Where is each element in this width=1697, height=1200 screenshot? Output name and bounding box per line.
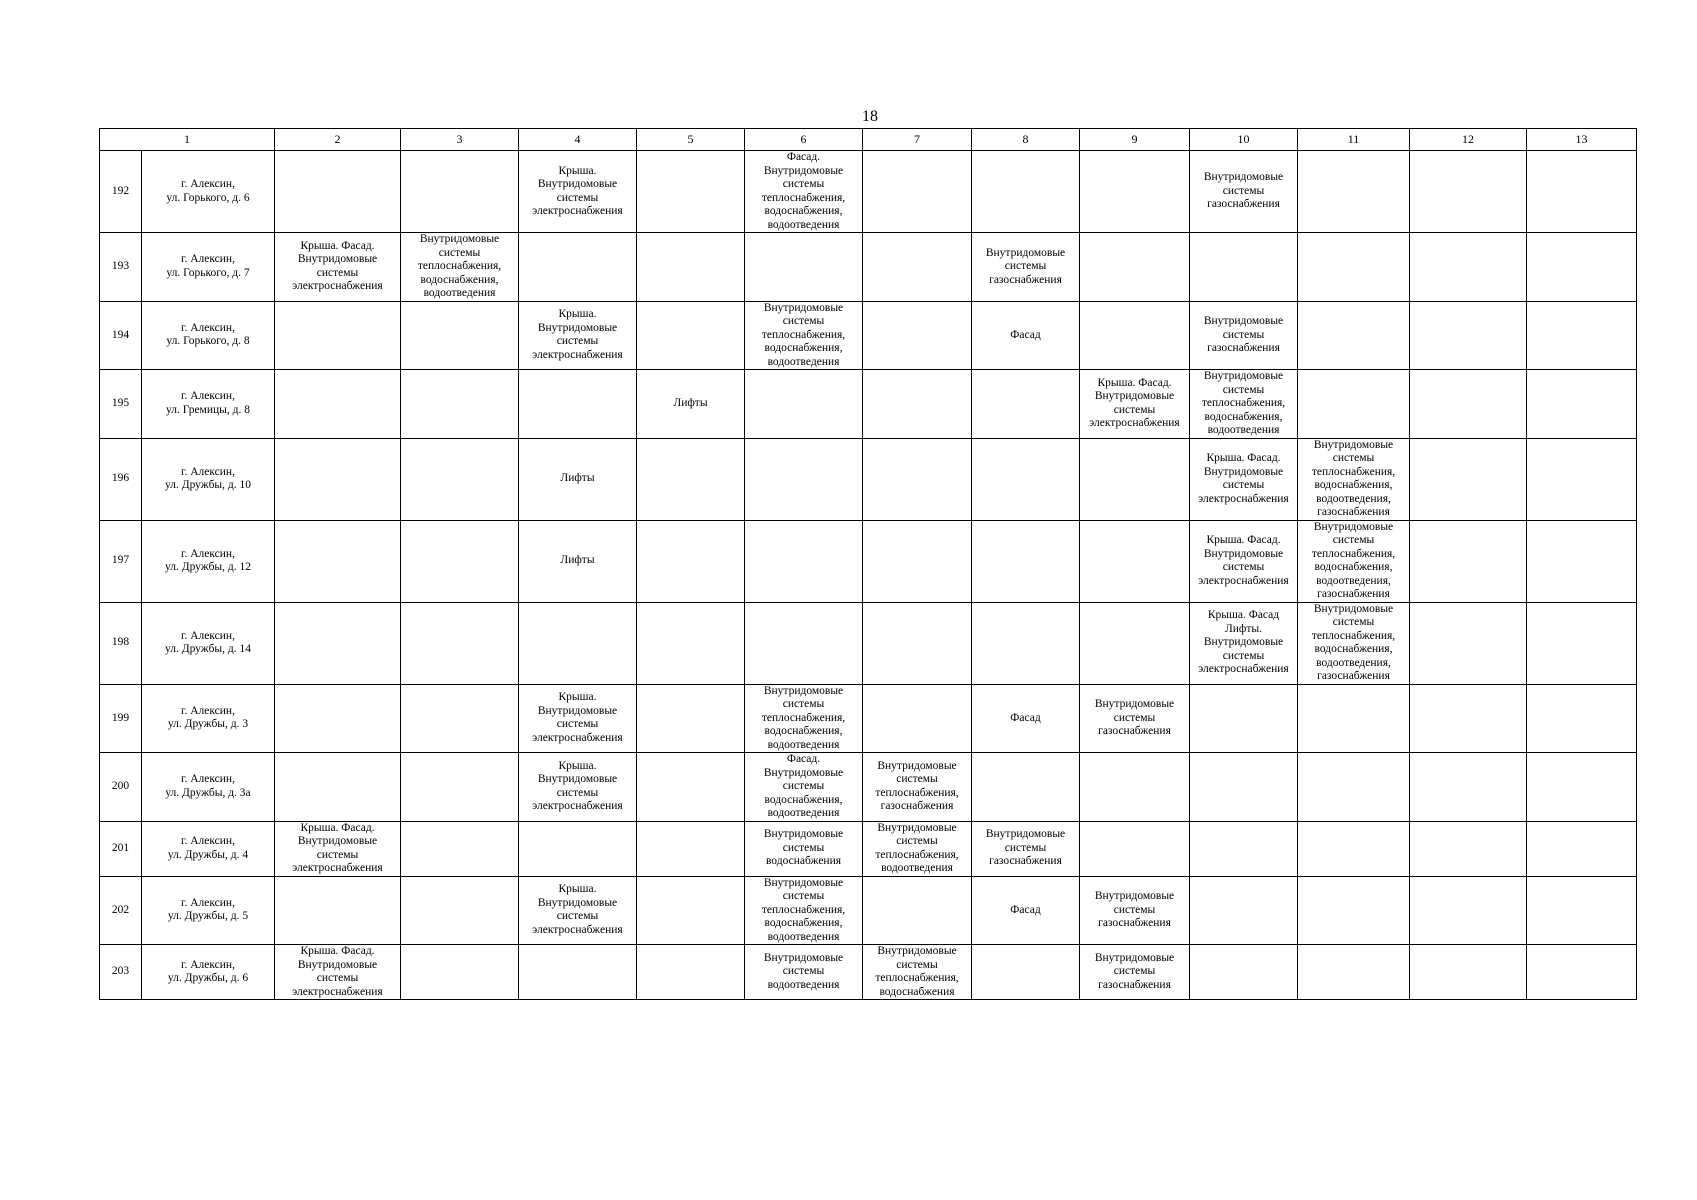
- work-cell-col-9: Внутридомовые системы газоснабжения: [1080, 876, 1190, 945]
- work-cell-col-2: [275, 753, 401, 822]
- work-cell-col-3: [401, 876, 519, 945]
- column-header-3: 3: [401, 129, 519, 151]
- work-cell-col-11: [1298, 945, 1410, 1000]
- work-cell-col-6: [745, 602, 863, 684]
- work-cell-col-9: Крыша. Фасад. Внутридомовые системы электроснабжения: [1080, 370, 1190, 439]
- row-number: 201: [100, 821, 142, 876]
- work-cell-col-9: [1080, 233, 1190, 302]
- column-header-10: 10: [1190, 129, 1298, 151]
- work-cell-col-8: [972, 370, 1080, 439]
- work-cell-col-3: [401, 753, 519, 822]
- work-cell-col-4: [519, 602, 637, 684]
- row-number: 200: [100, 753, 142, 822]
- work-cell-col-8: Внутридомовые системы газоснабжения: [972, 821, 1080, 876]
- work-cell-col-5: [637, 233, 745, 302]
- work-cell-col-13: [1527, 520, 1637, 602]
- work-cell-col-12: [1410, 151, 1527, 233]
- work-cell-col-4: [519, 233, 637, 302]
- work-cell-col-8: Фасад: [972, 684, 1080, 753]
- work-cell-col-10: Внутридомовые системы теплоснабжения, водоснабжения, водоотведения: [1190, 370, 1298, 439]
- work-cell-col-11: [1298, 151, 1410, 233]
- row-number: 195: [100, 370, 142, 439]
- column-header-6: 6: [745, 129, 863, 151]
- table-row: [100, 370, 1637, 439]
- work-cell-col-11: [1298, 876, 1410, 945]
- work-cell-col-12: [1410, 684, 1527, 753]
- work-cell-col-6: Внутридомовые системы водоснабжения: [745, 821, 863, 876]
- work-cell-col-12: [1410, 233, 1527, 302]
- work-cell-col-5: [637, 151, 745, 233]
- page-number: 18: [862, 108, 878, 125]
- work-cell-col-2: Крыша. Фасад. Внутридомовые системы электроснабжения: [275, 821, 401, 876]
- work-cell-col-5: [637, 945, 745, 1000]
- column-header-8: 8: [972, 129, 1080, 151]
- work-cell-col-3: [401, 945, 519, 1000]
- address-cell: г. Алексин, ул. Горького, д. 6: [142, 151, 275, 233]
- work-cell-col-13: [1527, 876, 1637, 945]
- work-cell-col-4: Крыша. Внутридомовые системы электроснабжения: [519, 684, 637, 753]
- work-cell-col-3: [401, 151, 519, 233]
- work-cell-col-2: Крыша. Фасад. Внутридомовые системы электроснабжения: [275, 233, 401, 302]
- work-cell-col-2: [275, 876, 401, 945]
- work-cell-col-10: [1190, 945, 1298, 1000]
- work-cell-col-8: [972, 520, 1080, 602]
- work-cell-col-4: [519, 370, 637, 439]
- work-cell-col-9: Внутридомовые системы газоснабжения: [1080, 684, 1190, 753]
- table-row: [100, 151, 1637, 233]
- address-cell: г. Алексин, ул. Горького, д. 7: [142, 233, 275, 302]
- work-cell-col-13: [1527, 301, 1637, 370]
- work-cell-col-7: [863, 151, 972, 233]
- work-cell-col-12: [1410, 876, 1527, 945]
- work-cell-col-6: Внутридомовые системы водоотведения: [745, 945, 863, 1000]
- work-cell-col-11: [1298, 233, 1410, 302]
- work-cell-col-7: [863, 438, 972, 520]
- work-cell-col-5: [637, 684, 745, 753]
- work-cell-col-13: [1527, 233, 1637, 302]
- work-cell-col-9: [1080, 438, 1190, 520]
- work-cell-col-7: [863, 520, 972, 602]
- address-cell: г. Алексин, ул. Гремицы, д. 8: [142, 370, 275, 439]
- work-cell-col-4: Крыша. Внутридомовые системы электроснабжения: [519, 876, 637, 945]
- work-cell-col-5: [637, 602, 745, 684]
- work-cell-col-4: Крыша. Внутридомовые системы электроснабжения: [519, 151, 637, 233]
- work-cell-col-13: [1527, 753, 1637, 822]
- work-cell-col-9: [1080, 520, 1190, 602]
- work-cell-col-9: [1080, 821, 1190, 876]
- column-header-11: 11: [1298, 129, 1410, 151]
- work-cell-col-6: [745, 438, 863, 520]
- work-cell-col-8: [972, 945, 1080, 1000]
- table-row: [100, 945, 1637, 1000]
- work-cell-col-12: [1410, 301, 1527, 370]
- work-cell-col-4: Крыша. Внутридомовые системы электроснабжения: [519, 301, 637, 370]
- table-row: [100, 684, 1637, 753]
- work-cell-col-8: Фасад: [972, 876, 1080, 945]
- work-cell-col-5: Лифты: [637, 370, 745, 439]
- work-cell-col-5: [637, 753, 745, 822]
- work-cell-col-3: [401, 684, 519, 753]
- work-cell-col-3: Внутридомовые системы теплоснабжения, водоснабжения, водоотведения: [401, 233, 519, 302]
- work-cell-col-2: [275, 301, 401, 370]
- repair-schedule-table: [99, 128, 1637, 1000]
- work-cell-col-3: [401, 821, 519, 876]
- work-cell-col-13: [1527, 602, 1637, 684]
- work-cell-col-12: [1410, 520, 1527, 602]
- work-cell-col-6: [745, 520, 863, 602]
- work-cell-col-5: [637, 301, 745, 370]
- work-cell-col-6: Внутридомовые системы теплоснабжения, водоснабжения, водоотведения: [745, 684, 863, 753]
- work-cell-col-6: [745, 233, 863, 302]
- row-number: 193: [100, 233, 142, 302]
- work-cell-col-5: [637, 876, 745, 945]
- address-cell: г. Алексин, ул. Дружбы, д. 10: [142, 438, 275, 520]
- work-cell-col-2: [275, 684, 401, 753]
- work-cell-col-4: [519, 821, 637, 876]
- column-header-13: 13: [1527, 129, 1637, 151]
- column-header-12: 12: [1410, 129, 1527, 151]
- work-cell-col-8: [972, 753, 1080, 822]
- work-cell-col-7: [863, 876, 972, 945]
- address-cell: г. Алексин, ул. Дружбы, д. 4: [142, 821, 275, 876]
- work-cell-col-10: [1190, 876, 1298, 945]
- work-cell-col-8: Фасад: [972, 301, 1080, 370]
- work-cell-col-3: [401, 438, 519, 520]
- work-cell-col-6: Внутридомовые системы теплоснабжения, водоснабжения, водоотведения: [745, 876, 863, 945]
- work-cell-col-10: Крыша. Фасад. Внутридомовые системы электроснабжения: [1190, 438, 1298, 520]
- column-header-1: 1: [100, 129, 275, 151]
- work-cell-col-9: [1080, 301, 1190, 370]
- work-cell-col-12: [1410, 438, 1527, 520]
- work-cell-col-12: [1410, 602, 1527, 684]
- work-cell-col-4: Лифты: [519, 520, 637, 602]
- row-number: 202: [100, 876, 142, 945]
- column-header-7: 7: [863, 129, 972, 151]
- work-cell-col-2: [275, 438, 401, 520]
- work-cell-col-7: [863, 684, 972, 753]
- work-cell-col-4: Крыша. Внутридомовые системы электроснабжения: [519, 753, 637, 822]
- work-cell-col-11: [1298, 684, 1410, 753]
- work-cell-col-11: Внутридомовые системы теплоснабжения, водоснабжения, водоотведения, газоснабжения: [1298, 438, 1410, 520]
- work-cell-col-10: [1190, 233, 1298, 302]
- work-cell-col-3: [401, 602, 519, 684]
- work-cell-col-9: [1080, 151, 1190, 233]
- table-row: [100, 233, 1637, 302]
- table-row: [100, 876, 1637, 945]
- work-cell-col-7: Внутридомовые системы теплоснабжения, водоотведения: [863, 821, 972, 876]
- table-row: [100, 520, 1637, 602]
- work-cell-col-8: [972, 602, 1080, 684]
- table-row: [100, 602, 1637, 684]
- work-cell-col-13: [1527, 684, 1637, 753]
- table-body: [100, 151, 1637, 1000]
- work-cell-col-13: [1527, 370, 1637, 439]
- work-cell-col-6: Фасад. Внутридомовые системы теплоснабжения, водоснабжения, водоотведения: [745, 151, 863, 233]
- column-header-9: 9: [1080, 129, 1190, 151]
- work-cell-col-12: [1410, 945, 1527, 1000]
- work-cell-col-7: [863, 233, 972, 302]
- work-cell-col-8: [972, 151, 1080, 233]
- work-cell-col-9: Внутридомовые системы газоснабжения: [1080, 945, 1190, 1000]
- work-cell-col-4: [519, 945, 637, 1000]
- work-cell-col-3: [401, 520, 519, 602]
- row-number: 198: [100, 602, 142, 684]
- column-header-2: 2: [275, 129, 401, 151]
- table-row: [100, 438, 1637, 520]
- address-cell: г. Алексин, ул. Горького, д. 8: [142, 301, 275, 370]
- work-cell-col-2: Крыша. Фасад. Внутридомовые системы электроснабжения: [275, 945, 401, 1000]
- work-cell-col-7: Внутридомовые системы теплоснабжения, газоснабжения: [863, 753, 972, 822]
- row-number: 194: [100, 301, 142, 370]
- work-cell-col-10: [1190, 684, 1298, 753]
- work-cell-col-2: [275, 370, 401, 439]
- work-cell-col-5: [637, 438, 745, 520]
- work-cell-col-13: [1527, 945, 1637, 1000]
- work-cell-col-5: [637, 821, 745, 876]
- work-cell-col-7: Внутридомовые системы теплоснабжения, водоснабжения: [863, 945, 972, 1000]
- work-cell-col-6: [745, 370, 863, 439]
- work-cell-col-10: Крыша. Фасад Лифты. Внутридомовые системы электроснабжения: [1190, 602, 1298, 684]
- row-number: 196: [100, 438, 142, 520]
- work-cell-col-8: Внутридомовые системы газоснабжения: [972, 233, 1080, 302]
- work-cell-col-2: [275, 602, 401, 684]
- work-cell-col-5: [637, 520, 745, 602]
- address-cell: г. Алексин, ул. Дружбы, д. 3: [142, 684, 275, 753]
- work-cell-col-12: [1410, 370, 1527, 439]
- table-row: [100, 753, 1637, 822]
- work-cell-col-11: Внутридомовые системы теплоснабжения, водоснабжения, водоотведения, газоснабжения: [1298, 602, 1410, 684]
- work-cell-col-11: [1298, 301, 1410, 370]
- work-cell-col-11: Внутридомовые системы теплоснабжения, водоснабжения, водоотведения, газоснабжения: [1298, 520, 1410, 602]
- work-cell-col-11: [1298, 370, 1410, 439]
- work-cell-col-3: [401, 370, 519, 439]
- work-cell-col-12: [1410, 821, 1527, 876]
- row-number: 199: [100, 684, 142, 753]
- work-cell-col-10: Внутридомовые системы газоснабжения: [1190, 301, 1298, 370]
- work-cell-col-10: [1190, 753, 1298, 822]
- work-cell-col-6: Фасад. Внутридомовые системы водоснабжения, водоотведения: [745, 753, 863, 822]
- work-cell-col-11: [1298, 821, 1410, 876]
- work-cell-col-13: [1527, 151, 1637, 233]
- work-cell-col-10: Внутридомовые системы газоснабжения: [1190, 151, 1298, 233]
- work-cell-col-13: [1527, 821, 1637, 876]
- address-cell: г. Алексин, ул. Дружбы, д. 5: [142, 876, 275, 945]
- row-number: 197: [100, 520, 142, 602]
- address-cell: г. Алексин, ул. Дружбы, д. 6: [142, 945, 275, 1000]
- column-header-5: 5: [637, 129, 745, 151]
- work-cell-col-9: [1080, 602, 1190, 684]
- work-cell-col-8: [972, 438, 1080, 520]
- work-cell-col-6: Внутридомовые системы теплоснабжения, водоснабжения, водоотведения: [745, 301, 863, 370]
- address-cell: г. Алексин, ул. Дружбы, д. 3а: [142, 753, 275, 822]
- table-row: [100, 821, 1637, 876]
- work-cell-col-7: [863, 301, 972, 370]
- work-cell-col-12: [1410, 753, 1527, 822]
- work-cell-col-7: [863, 602, 972, 684]
- work-cell-col-2: [275, 151, 401, 233]
- row-number: 203: [100, 945, 142, 1000]
- table-row: [100, 301, 1637, 370]
- address-cell: г. Алексин, ул. Дружбы, д. 12: [142, 520, 275, 602]
- work-cell-col-13: [1527, 438, 1637, 520]
- row-number: 192: [100, 151, 142, 233]
- header-row: [100, 129, 1637, 151]
- work-cell-col-4: Лифты: [519, 438, 637, 520]
- work-cell-col-10: Крыша. Фасад. Внутридомовые системы электроснабжения: [1190, 520, 1298, 602]
- table-header: [100, 129, 1637, 151]
- work-cell-col-3: [401, 301, 519, 370]
- work-cell-col-11: [1298, 753, 1410, 822]
- work-cell-col-10: [1190, 821, 1298, 876]
- work-cell-col-7: [863, 370, 972, 439]
- column-header-4: 4: [519, 129, 637, 151]
- address-cell: г. Алексин, ул. Дружбы, д. 14: [142, 602, 275, 684]
- work-cell-col-2: [275, 520, 401, 602]
- work-cell-col-9: [1080, 753, 1190, 822]
